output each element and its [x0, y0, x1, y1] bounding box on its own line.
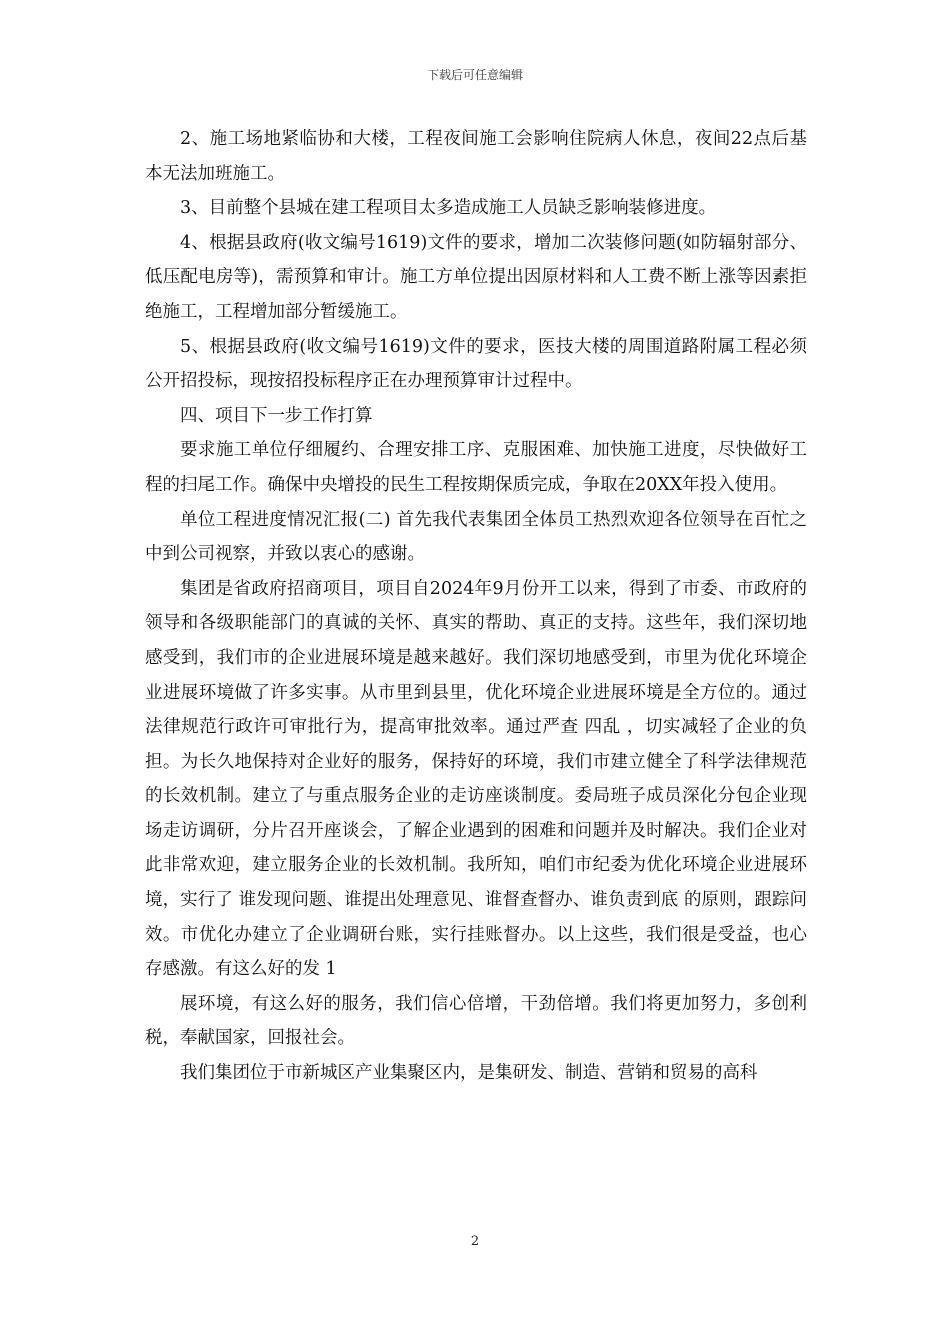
paragraph-report-intro: 单位工程进度情况汇报(二) 首先我代表集团全体员工热烈欢迎各位领导在百忙之中到公司视察，并致以衷心的感谢。	[145, 509, 807, 565]
paragraph-item-3: 3、目前整个县城在建工程项目太多造成施工人员缺乏影响装修进度。	[180, 198, 717, 219]
paragraph-next-steps: 要求施工单位仔细履约、合理安排工序、克服困难、加快施工进度，尽快做好工程的扫尾工作。确保中央增投的民生工程按期保质完成，争取在20XX年投入使用。	[145, 440, 807, 495]
paragraph-continuation: 展环境，有这么好的服务，我们信心倍增，干劲倍增。我们将更加努力，多创利税，奉献国家，回报社会。	[145, 993, 807, 1049]
document-body	[145, 122, 807, 1091]
paragraph-group-location: 我们集团位于市新城区产业集聚区内，是集研发、制造、营销和贸易的高科	[180, 1063, 758, 1084]
paragraph-item-5: 5、根据县政府(收文编号1619)文件的要求，医技大楼的周围道路附属工程必须公开招投标，现按招投标程序正在办理预算审计过程中。	[145, 336, 807, 392]
page-header: 下载后可任意编辑	[426, 68, 523, 82]
paragraph-item-4: 4、根据县政府(收文编号1619)文件的要求，增加二次装修问题(如防辐射部分、低压配电房等)，需预算和审计。施工方单位提出因原材料和人工费不断上涨等因素拒绝施工，工程增加部分暂缓施工。	[145, 232, 807, 322]
page-number: 2	[470, 1234, 480, 1249]
paragraph-item-2: 2、施工场地紧临协和大楼，工程夜间施工会影响住院病人休息，夜间22点后基本无法加班施工。	[145, 129, 807, 184]
section-heading-next-steps: 四、项目下一步工作打算	[180, 405, 373, 426]
paragraph-group-overview: 集团是省政府招商项目，项目自2024年9月份开工以来，得到了市委、市政府的领导和各级职能部门的真诚的关怀、真实的帮助、真正的支持。这些年，我们深切地感受到，我们市的企业进展环境是越来越好。我们深切地感受到，市里为优化环境企业进展环境做了许多实事。从市里到县里，优化环境企业进展环境是全方位的。通过法律规范行政许可审批行为，提高审批效率。通过严查 四乱 ，切实减轻了企业的负担。为长久地保持对企业好的服务，保持好的环境，我们市建立健全了科学法律规范的长效机制。建立了与重点服务企业的走访座谈制度。委局班子成员深化分包企业现场走访调研，分片召开座谈会，了解企业遇到的困难和问题并及时解决。我们企业对此非常欢迎，建立服务企业的长效机制。我所知，咱们市纪委为优化环境企业进展环境，实行了 谁发现问题、谁提出处理意见、谁督查督办、谁负责到底 的原则，跟踪问效。市优化办建立了企业调研台账，实行挂账督办。以上这些，我们很是受益，也心存感激。有这么好的发 1	[145, 578, 807, 980]
